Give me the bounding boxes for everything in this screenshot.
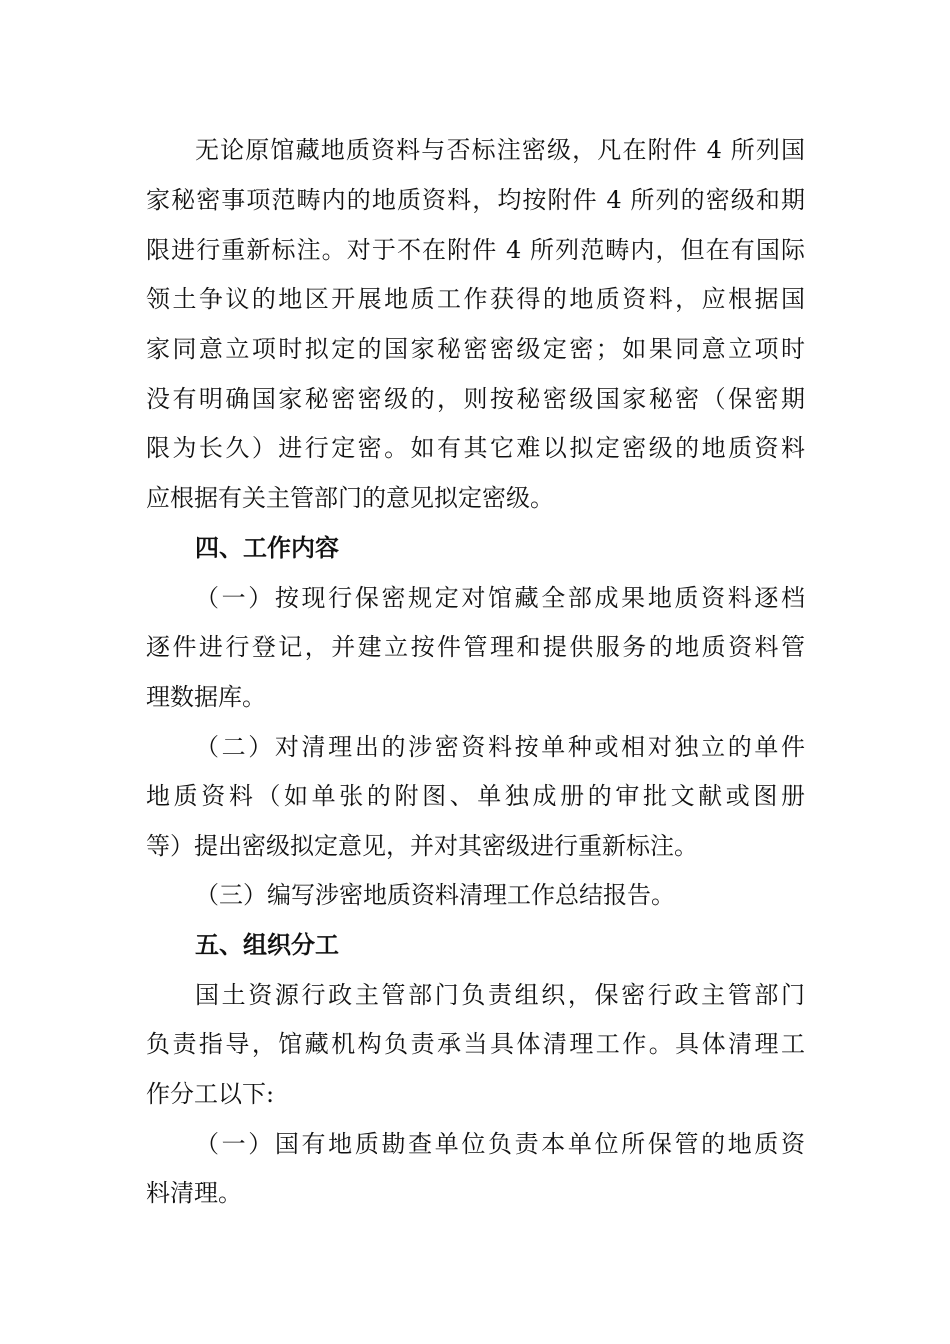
paragraph-line: 家秘密事项范畴内的地质资料，均按附件 4 所列的密级和期 [146, 186, 805, 214]
paragraph-line: （一）国有地质勘查单位负责本单位所保管的地质资 [195, 1130, 805, 1158]
section-heading-organization: 五、组织分工 [195, 931, 339, 959]
paragraph-line: 没有明确国家秘密密级的，则按秘密级国家秘密（保密期 [146, 385, 805, 413]
paragraph-line: 料清理。 [146, 1179, 242, 1207]
paragraph-line: 负责指导，馆藏机构负责承当具体清理工作。具体清理工 [146, 1030, 805, 1058]
paragraph-line: 国土资源行政主管部门负责组织，保密行政主管部门 [195, 981, 805, 1009]
paragraph-line: （一）按现行保密规定对馆藏全部成果地质资料逐档 [195, 584, 805, 612]
paragraph-line: （三）编写涉密地质资料清理工作总结报告。 [195, 881, 675, 909]
paragraph-line: 无论原馆藏地质资料与否标注密级，凡在附件 4 所列国 [195, 136, 805, 164]
paragraph-line: 家同意立项时拟定的国家秘密密级定密；如果同意立项时 [146, 335, 805, 363]
paragraph-line: 限进行重新标注。对于不在附件 4 所列范畴内，但在有国际 [146, 236, 805, 264]
section-heading-work-content: 四、工作内容 [195, 534, 339, 562]
paragraph-line: 限为长久）进行定密。如有其它难以拟定密级的地质资料 [146, 434, 805, 462]
paragraph-line: 作分工以下: [146, 1080, 275, 1108]
paragraph-line: （二）对清理出的涉密资料按单种或相对独立的单件 [195, 733, 805, 761]
paragraph-line: 等）提出密级拟定意见，并对其密级进行重新标注。 [146, 832, 698, 860]
paragraph-line: 逐件进行登记，并建立按件管理和提供服务的地质资料管 [146, 633, 805, 661]
paragraph-line: 领土争议的地区开展地质工作获得的地质资料，应根据国 [146, 285, 805, 313]
paragraph-line: 地质资料（如单张的附图、单独成册的审批文献或图册 [146, 782, 805, 810]
paragraph-line: 理数据库。 [146, 683, 266, 711]
paragraph-line: 应根据有关主管部门的意见拟定密级。 [146, 484, 554, 512]
